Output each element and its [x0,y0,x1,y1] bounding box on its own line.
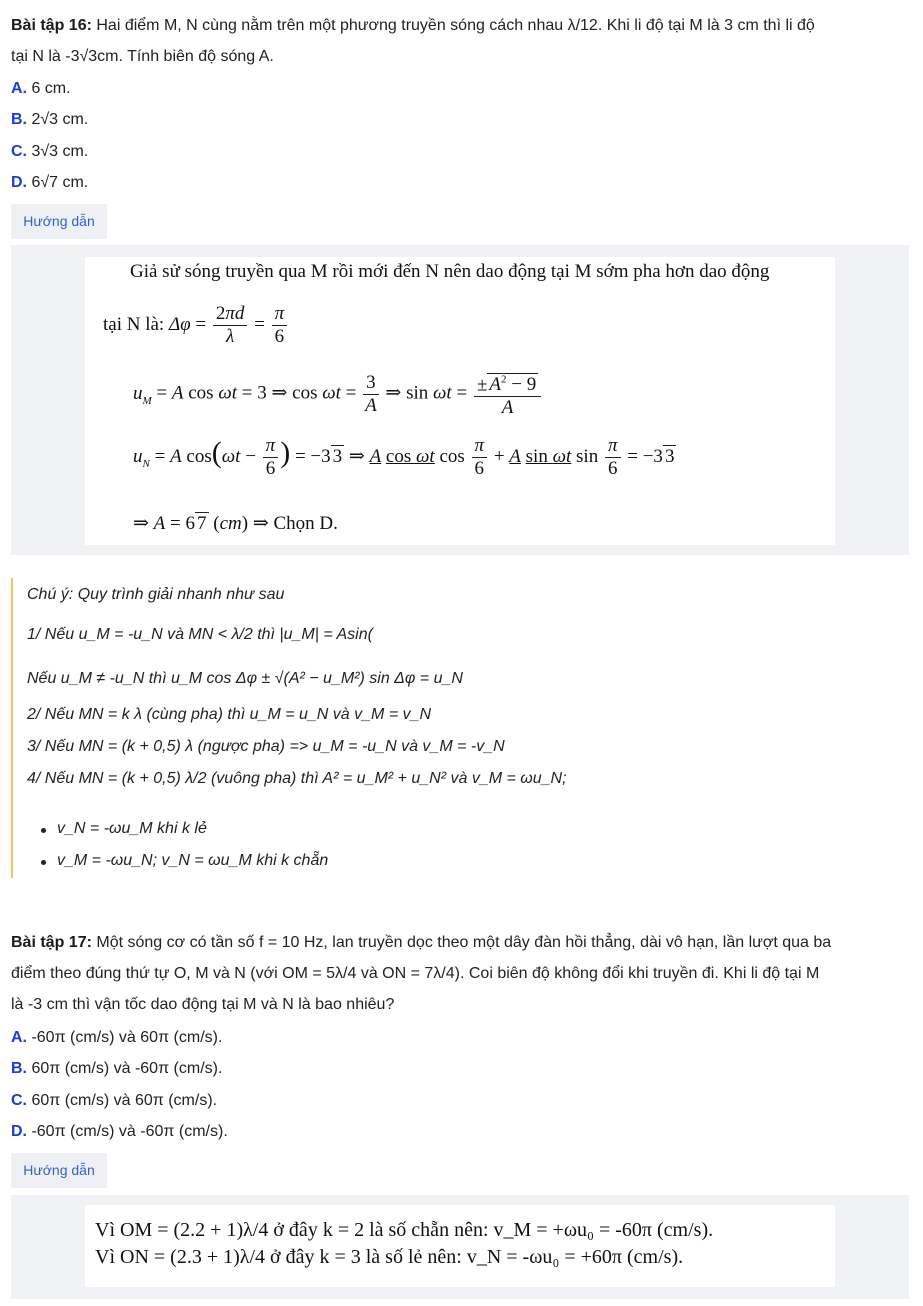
q17-solution-image [85,1205,835,1287]
question-17-text: Bài tập 17: Một sóng cơ có tần số f = 10 Hz, lan truyền dọc theo một dây đàn hồi thẳng, dài vô hạn, lần lượt qua ba điểm theo đúng thứ tự O, M và N (với OM = 5λ/4 và ON = 7λ/4). Coi biên độ không đổi khi truyền đi. Khi li độ tại M là -3 cm thì vận tốc dao động tại M và N là bao nhiêu? [11,934,832,1013]
solution-line-5: ⇒ A = 6 7 (cm) ⇒ Chọn D. [133,513,338,534]
q17-option-b[interactable]: B. 60π (cm/s) và -60π (cm/s). [11,1060,223,1077]
q17-option-d[interactable]: D. -60π (cm/s) và -60π (cm/s). [11,1123,228,1140]
note-line-1: 1/ Nếu u_M = -u_N và MN < λ/2 thì |u_M| = Asin( [27,626,373,643]
q17-option-a[interactable]: A. -60π (cm/s) và 60π (cm/s). [11,1029,223,1046]
q17-solution-box [11,1195,909,1299]
question-16-text: Bài tập 16: Hai điểm M, N cùng nằm trên một phương truyền sóng cách nhau λ/12. Khi li độ tại M là 3 cm thì li độ tại N là -3√3cm. Tính biên độ sóng A. [11,17,815,65]
q16-option-d[interactable]: D. 6√7 cm. [11,174,89,191]
solution-line-3: $u_M = A$ cos ωt = 3 ⇒ cos ωt = $\frac{3}{A}$ ⇒ sin ωt = $\frac{\pm A^2 - 9}{A}$ [133,369,543,419]
q16-option-c[interactable]: C. 3√3 cm. [11,143,89,160]
note-line-2: Nếu u_M ≠ -u_N thì u_M cos Δφ ± √(A² − u_M²) sin Δφ = u_N [27,670,463,687]
question-16-label: Bài tập 16: [11,17,92,34]
q16-solution-image [85,257,835,545]
note-line-5: 4/ Nếu MN = (k + 0,5) λ/2 (vuông pha) thì A² = u_M² + u_N² và v_M = ωu_N; [27,770,567,787]
q16-solution-box [11,245,909,555]
q17-guide-button[interactable]: Hướng dẫn [11,1153,107,1188]
note-bullet-2: v_M = -ωu_N; v_N = ωu_M khi k chẵn [57,852,329,869]
q16-option-b[interactable]: B. 2√3 cm. [11,111,89,128]
note-line-3: 2/ Nếu MN = k λ (cùng pha) thì u_M = u_N và v_M = v_N [27,706,432,723]
solution-line-1: Giả sử sóng truyền qua M rồi mới đến N nên dao động tại M sớm pha hơn dao động [130,261,770,282]
note-bullet-1: v_N = -ωu_M khi k lẻ [57,820,207,837]
q17-option-c[interactable]: C. 60π (cm/s) và 60π (cm/s). [11,1092,218,1109]
q16-guide-button[interactable]: Hướng dẫn [11,204,107,239]
question-17-label: Bài tập 17: [11,934,92,951]
note-title: Chú ý: Quy trình giải nhanh như sau [27,586,285,603]
bullet-icon [41,860,46,865]
solution-line-2: tại N là: Δφ = $\frac{2\pi d}{\lambda}$ = $\frac{\pi}{6}$ [103,303,289,348]
quick-solve-note [11,578,911,878]
q17-solution-line-2: Vì ON = (2.3 + 1)λ/4 ở đây k = 3 là số lẻ nên: v_N = -ωu₀ = +60π (cm/s). [95,1246,684,1268]
solution-line-4: $u_N = A$ cos(ωt − $\frac{\pi}{6}$ ) = −3 3 ⇒ A cos ωt cos $\frac{\pi}{6}$ + A sin ωt sin $\frac{\pi}{6}$ = −3 3 [133,435,675,479]
note-line-4: 3/ Nếu MN = (k + 0,5) λ (ngược pha) => u_M = -u_N và v_M = -v_N [27,738,505,755]
bullet-icon [41,828,46,833]
q17-solution-line-1: Vì OM = (2.2 + 1)λ/4 ở đây k = 2 là số chẵn nên: v_M = +ωu₀ = -60π (cm/s). [95,1219,714,1241]
q16-option-a[interactable]: A. 6 cm. [11,80,71,97]
